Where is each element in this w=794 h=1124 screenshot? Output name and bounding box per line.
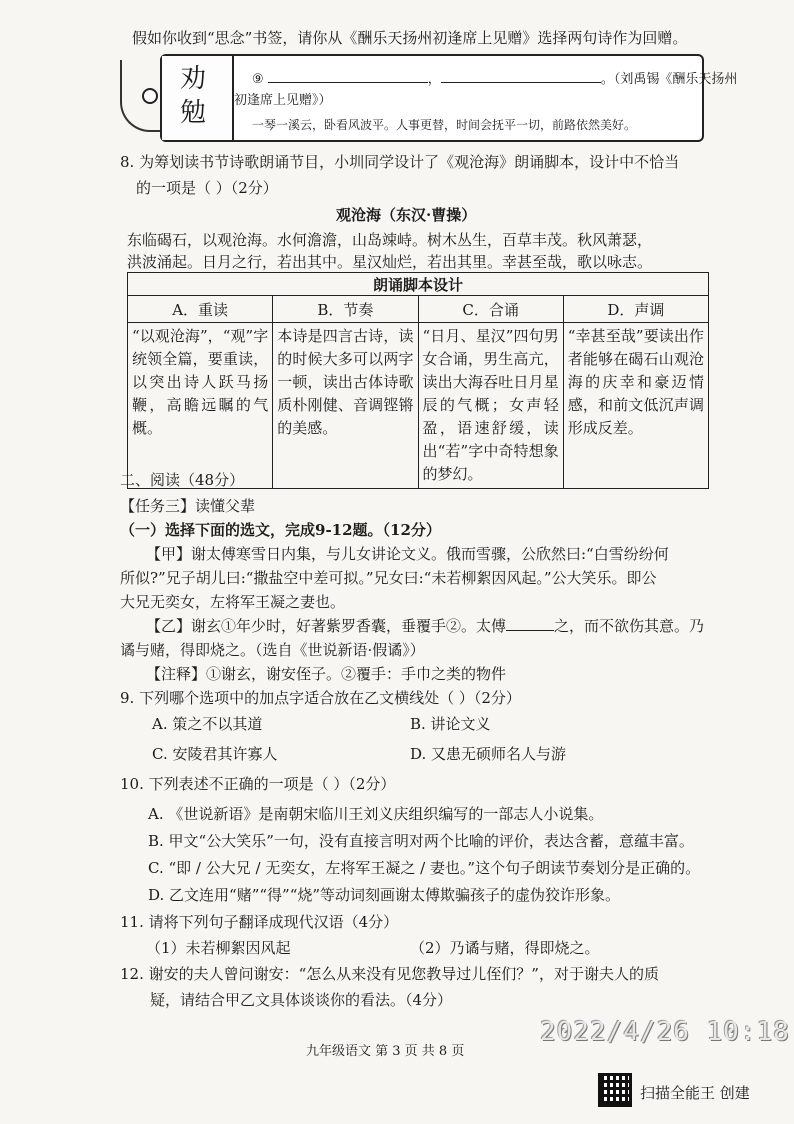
- passage-yi-1b: 之，而不欲伤其意。乃: [554, 617, 705, 635]
- q12-stem-2: 疑，请结合甲乙文具体谈谈你的看法。（4分）: [150, 991, 453, 1009]
- option-d-text: [563, 323, 708, 489]
- passage-yi-2: 谲与赌，得即烧之。（选自《世说新语·假谲》）: [120, 641, 425, 659]
- passage-yi-1: [146, 616, 704, 636]
- option-b-header[interactable]: B．节奏: [273, 296, 418, 323]
- part-heading: （一）选择下面的选文，完成9-12题。（12分）: [120, 521, 441, 539]
- bookmark-line-3: 一琴一溪云，卧看风波平。人事更替，时间会抚平一切，前路依然美好。: [252, 118, 637, 132]
- q10-stem: 10. 下列表述不正确的一项是（ ）（2分）: [120, 775, 396, 793]
- option-c-header[interactable]: C．合诵: [418, 296, 563, 323]
- q11-stem: 11. 请将下列句子翻译成现代汉语（4分）: [120, 913, 399, 931]
- q8-stem-1: 8. 为筹划读书节诗歌朗诵节目，小圳同学设计了《观沧海》朗诵脚本，设计中不恰当: [120, 153, 680, 171]
- blank-separator: ，: [427, 72, 441, 87]
- poem-title: 观沧海（东汉·曹操）: [336, 206, 477, 224]
- q11-item-2: （2）乃谲与赌，得即烧之。: [410, 939, 600, 957]
- bookmark-hole: [142, 88, 158, 104]
- q9-option-d[interactable]: D. 又患无硕师名人与游: [410, 745, 567, 763]
- bookmark-tab: [162, 56, 234, 140]
- recitation-table: [127, 272, 709, 489]
- bookmark-card: [160, 54, 738, 142]
- q10-option-a[interactable]: A. 《世说新语》是南朝宋临川王刘义庆组织编写的一部志人小说集。: [148, 805, 604, 823]
- bookmark-char-2: 勉: [180, 98, 207, 128]
- yi-blank[interactable]: [506, 616, 554, 631]
- q11-item-1: （1）未若柳絮因风起: [146, 939, 291, 957]
- scan-timestamp: 2022/4/26 10:18: [540, 1017, 790, 1047]
- option-a-text: [128, 323, 273, 489]
- bookmark-char-1: 劝: [180, 64, 207, 94]
- bookmark-source: 。（刘禹锡《酬乐天扬州: [600, 72, 738, 87]
- cell-text: “以观沧海”，“观”字统领全篇，要重读，以突出诗人跃马扬鞭，高瞻远瞩的气概。: [132, 327, 269, 437]
- q10-option-d[interactable]: D. 乙文连用“赌”“得”“烧”等动词刻画谢太傅欺骗孩子的虚伪狡诈形象。: [148, 886, 621, 904]
- cell-text: “幸甚至哉”要读出作者能够在碣石山观沧海的庆幸和豪迈情感，和前文低沉声调形成反差。: [567, 327, 704, 437]
- scanner-watermark: 扫描全能王 创建: [640, 1084, 750, 1102]
- q10-option-b[interactable]: B. 甲文“公大笑乐”一句，没有直接言明对两个比喻的评价，表达含蓄，意蕴丰富。: [148, 832, 694, 850]
- task-heading: 【任务三】读懂父辈: [120, 497, 256, 515]
- answer-blank-2[interactable]: [441, 68, 601, 83]
- bookmark-intro: 假如你收到“思念”书签，请你从《酬乐天扬州初逢席上见赠》选择两句诗作为回赠。: [132, 29, 688, 47]
- answer-blank-1[interactable]: [268, 68, 428, 83]
- blank-number: ⑨: [252, 72, 264, 87]
- q10-option-c[interactable]: C. “即 / 公大兄 / 无奕女，左将军王凝之 / 妻也。”这个句子朗读节奏划分是正确的。: [148, 859, 701, 877]
- passage-jia-2: 所似?”兄子胡儿曰:“撒盐空中差可拟。”兄女曰:“未若柳絮因风起。”公大笑乐。即公: [120, 569, 657, 587]
- q12-stem-1: 12. 谢安的夫人曾问谢安：“怎么从来没有见您教导过儿侄们？”，对于谢夫人的质: [120, 965, 659, 983]
- table-title: 朗诵脚本设计: [128, 273, 709, 296]
- option-a-header[interactable]: A．重读: [128, 296, 273, 323]
- annotation-note: 【注释】①谢玄，谢安侄子。②覆手：手巾之类的物件: [146, 665, 507, 683]
- bookmark-line-1: [252, 68, 737, 89]
- option-d-header[interactable]: D．声调: [563, 296, 708, 323]
- page-footer: 九年级语文 第 3 页 共 8 页: [306, 1044, 465, 1059]
- bookmark-line-2: 初逢席上见赠》）: [234, 93, 332, 108]
- qr-code-icon: [598, 1073, 632, 1107]
- q8-stem-2: 的一项是（ ）（2分）: [136, 179, 278, 197]
- q9-option-c[interactable]: C. 安陵君其许寡人: [152, 745, 278, 763]
- passage-yi-1a: 【乙】谢玄①年少时，好著紫罗香囊，垂覆手②。太傅: [146, 617, 507, 635]
- q9-option-a[interactable]: A. 策之不以其道: [152, 715, 263, 733]
- poem-line-1: 东临碣石，以观沧海。水何澹澹，山岛竦峙。树木丛生，百草丰茂。秋风萧瑟，: [127, 231, 653, 249]
- section-heading: 二、阅读（48分）: [120, 471, 245, 489]
- cell-text: “日月、星汉”四句男女合诵，男生高亢，读出大海吞吐日月星辰的气概；女声轻盈，语速舒缓，读出“若”字中奇特想象的梦幻。: [422, 327, 559, 483]
- cell-text: 本诗是四言古诗，读的时候大多可以两字一顿，读出古体诗歌质朴刚健、音调铿锵的美感。: [277, 327, 414, 437]
- q9-option-b[interactable]: B. 讲论文义: [410, 715, 491, 733]
- poem-line-2: 洪波涌起。日月之行，若出其中。星汉灿烂，若出其里。幸甚至哉，歌以咏志。: [127, 253, 653, 271]
- q9-stem: 9. 下列哪个选项中的加点字适合放在乙文横线处（ ）（2分）: [120, 689, 521, 707]
- option-c-text: [418, 323, 563, 489]
- option-b-text: [273, 323, 418, 489]
- passage-jia-1: 【甲】谢太傅寒雪日内集，与儿女讲论文义。俄而雪骤，公欣然曰:“白雪纷纷何: [146, 545, 669, 563]
- passage-jia-3: 大兄无奕女，左将军王凝之妻也。: [120, 593, 346, 611]
